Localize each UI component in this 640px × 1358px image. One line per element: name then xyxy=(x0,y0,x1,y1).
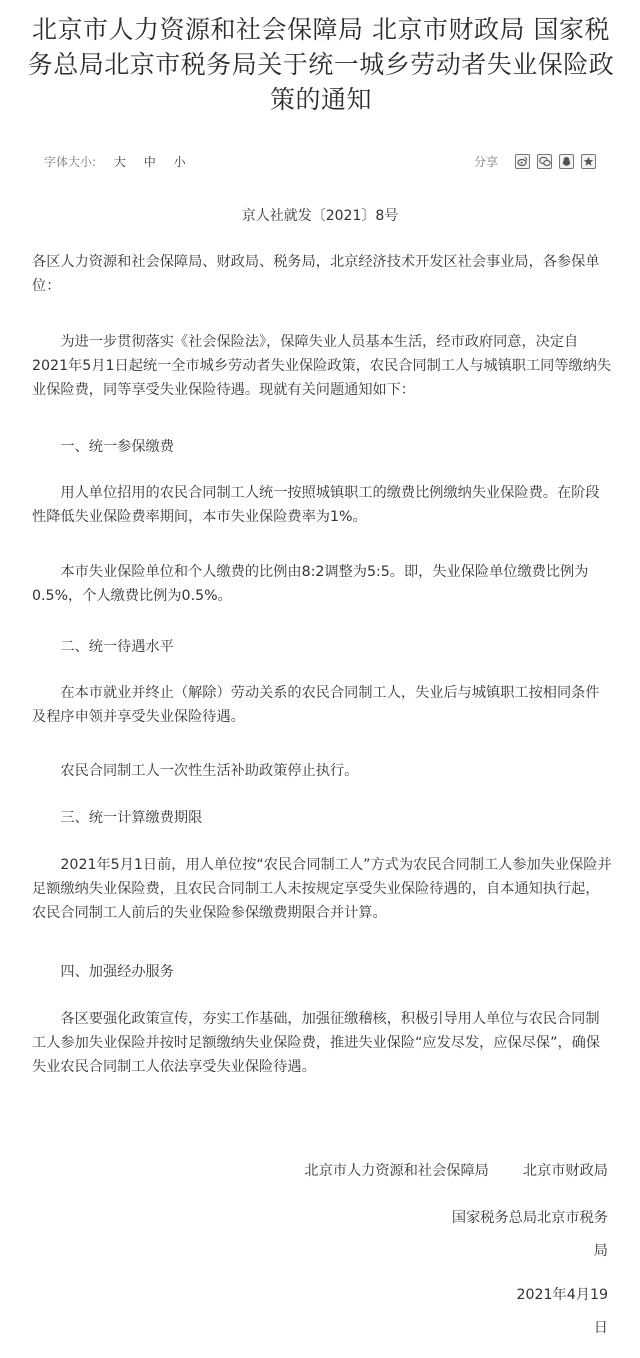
font-size-label: 字体大小: xyxy=(44,155,97,169)
weibo-icon[interactable] xyxy=(515,154,530,169)
paragraph xyxy=(32,759,612,783)
toolbar xyxy=(44,150,596,172)
intro xyxy=(32,330,612,402)
share-label: 分享 xyxy=(473,154,498,169)
qq-icon[interactable] xyxy=(559,154,574,169)
salutation xyxy=(32,250,612,298)
document-number: 京人社就发〔2021〕8号 xyxy=(241,208,399,224)
section-heading xyxy=(32,635,612,659)
section-4-heading: 四、加强经办服务 xyxy=(60,964,174,980)
section-heading xyxy=(32,435,612,459)
section-2-paragraph-1: 在本市就业并终止（解除）劳动关系的农民合同制工人，失业后与城镇职工按相同条件及程序申领并享受失业保险待遇。 xyxy=(32,685,600,725)
paragraph xyxy=(32,853,612,925)
signature-org-2: 北京市财政局 xyxy=(522,1163,608,1179)
section-heading xyxy=(32,960,612,984)
signature-orgs xyxy=(304,1159,608,1183)
font-size-control xyxy=(44,153,186,170)
section-3-heading: 三、统一计算缴费期限 xyxy=(60,810,203,826)
wechat-icon[interactable] xyxy=(537,154,552,169)
qzone-icon[interactable] xyxy=(581,154,596,169)
font-size-small[interactable]: 小 xyxy=(173,155,186,169)
signature-org-3-line-2: 局 xyxy=(593,1243,608,1259)
signature-org-1: 北京市人力资源和社会保障局 xyxy=(304,1163,489,1179)
signature-org-3-line-1: 国家税务总局北京市税务 xyxy=(451,1210,608,1226)
paragraph xyxy=(32,560,612,608)
font-size-large[interactable]: 大 xyxy=(113,155,126,169)
section-2-paragraph-2: 农民合同制工人一次性生活补助政策停止执行。 xyxy=(60,763,359,779)
page-title: 北京市人力资源和社会保障局 北京市财政局 国家税务总局北京市税务局关于统一城乡劳动者失业保险政策的通知 xyxy=(27,15,615,114)
paragraph xyxy=(32,1007,612,1079)
signature-date-line-2: 日 xyxy=(593,1320,608,1336)
section-1-heading: 一、统一参保缴费 xyxy=(60,439,174,455)
section-4-paragraph-1: 各区要强化政策宣传，夯实工作基础，加强征缴稽核，积极引导用人单位与农民合同制工人参加失业保险并按时足额缴纳失业保险费，推进失业保险“应发尽发，应保尽保”，确保失业农民合同制工人依法享受失业保险待遇。 xyxy=(32,1011,601,1075)
font-size-medium[interactable]: 中 xyxy=(143,155,156,169)
paragraph xyxy=(32,481,612,529)
section-1-paragraph-2: 本市失业保险单位和个人缴费的比例由8:2调整为5:5。即，失业保险单位缴费比例为0.5%，个人缴费比例为0.5%。 xyxy=(32,564,589,604)
section-1-paragraph-1: 用人单位招用的农民合同制工人统一按照城镇职工的缴费比例缴纳失业保险费。在阶段性降低失业保险费率期间，本市失业保险费率为1%。 xyxy=(32,485,600,525)
signature-date xyxy=(508,1283,608,1340)
intro-paragraph: 为进一步贯彻落实《社会保险法》，保障失业人员基本生活，经市政府同意，决定自2021年5月1日起统一全市城乡劳动者失业保险政策，农民合同制工人与城镇职工同等缴纳失业保险费，同等享受失业保险待遇。现就有关问题通知如下： xyxy=(32,334,612,398)
paragraph xyxy=(32,681,612,729)
signature-org-3 xyxy=(440,1206,608,1263)
share-bar xyxy=(474,150,596,172)
salutation-text: 各区人力资源和社会保障局、财政局、税务局，北京经济技术开发区社会事业局，各参保单位： xyxy=(32,254,600,294)
section-3-paragraph-1: 2021年5月1日前，用人单位按“农民合同制工人”方式为农民合同制工人参加失业保险并足额缴纳失业保险费，且农民合同制工人未按规定享受失业保险待遇的，自本通知执行起，农民合同制工人前后的失业保险参保缴费期限合并计算。 xyxy=(32,857,612,921)
signature-date-line-1: 2021年4月19 xyxy=(516,1287,608,1303)
section-heading xyxy=(32,806,612,830)
section-2-heading: 二、统一待遇水平 xyxy=(60,639,174,655)
